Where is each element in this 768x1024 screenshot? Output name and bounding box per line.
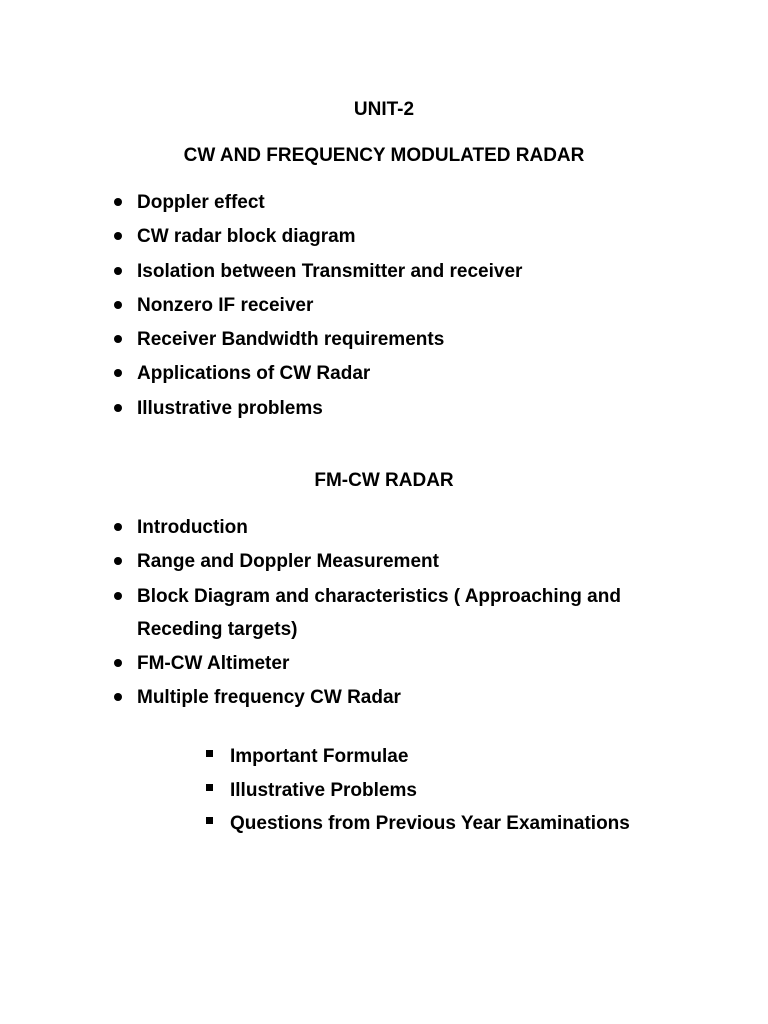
list-item: Illustrative Problems [205,774,630,808]
list-item: Applications of CW Radar [112,357,522,391]
bullet-dot-icon [112,289,132,323]
list-item: Range and Doppler Measurement [112,545,657,579]
bullet-dot-icon [112,545,132,579]
bullet-dot-icon [112,323,132,357]
section-title-fmcw-radar: FM-CW RADAR [314,470,454,491]
unit-title: UNIT-2 [353,99,415,120]
list-item: Multiple frequency CW Radar [112,681,657,715]
bullet-dot-icon [112,511,132,545]
bullet-dot-icon [112,186,132,220]
bullet-dot-icon [112,255,132,289]
list-item: CW radar block diagram [112,220,522,254]
bullet-square-icon [205,774,225,808]
list-item: Block Diagram and characteristics ( Approaching and Receding targets) [112,580,657,647]
list-item: Doppler effect [112,186,522,220]
list-item: Introduction [112,511,657,545]
bullet-dot-icon [112,392,132,426]
list-item: Isolation between Transmitter and receiver [112,255,522,289]
bullet-dot-icon [112,220,132,254]
bullet-square-icon [205,740,225,774]
extras-list [205,740,630,841]
section-title-cw-fm-radar: CW AND FREQUENCY MODULATED RADAR [183,145,585,166]
list-item: Illustrative problems [112,392,522,426]
bullet-dot-icon [112,681,132,715]
bullet-dot-icon [112,580,132,614]
list-item: Receiver Bandwidth requirements [112,323,522,357]
list-item: FM-CW Altimeter [112,647,657,681]
bullet-dot-icon [112,647,132,681]
bullet-square-icon [205,807,225,841]
list-item: Questions from Previous Year Examinations [205,807,630,841]
fmcw-topics-list [112,511,657,715]
bullet-dot-icon [112,357,132,391]
cw-topics-list [112,186,522,426]
list-item: Important Formulae [205,740,630,774]
list-item: Nonzero IF receiver [112,289,522,323]
